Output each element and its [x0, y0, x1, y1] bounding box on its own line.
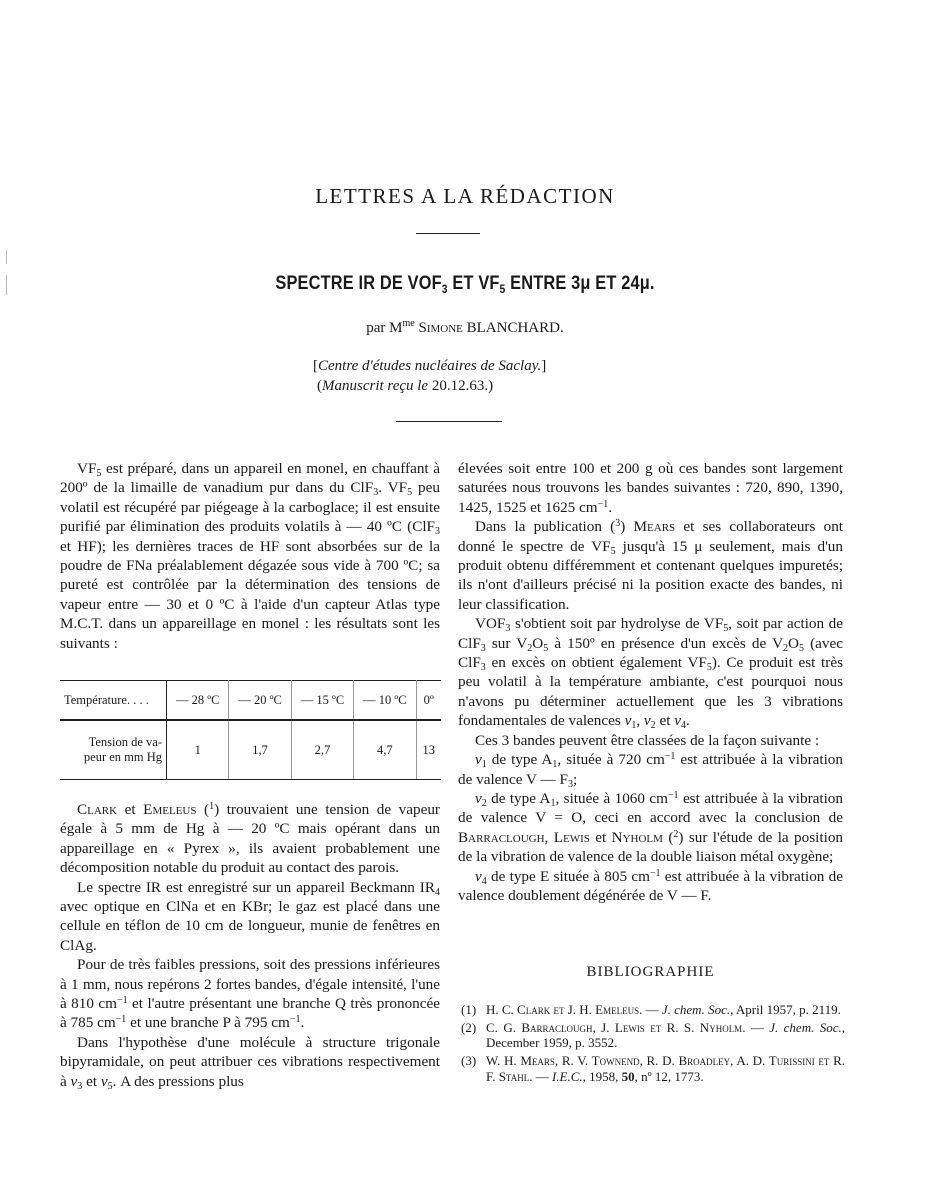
table-cell: 0º: [416, 681, 441, 721]
bibliography-list: [461, 1002, 845, 1087]
header-divider: [396, 421, 502, 422]
left-column-body: [60, 800, 440, 1091]
table-row-label: Température. . . .: [60, 681, 167, 721]
table-cell: — 28 ºC: [167, 681, 229, 721]
paragraph-hypothesis: Dans l'hypothèse d'une molécule à structure trigonale bipyramidale, on peut attribuer ces vibrations respectivement à $\nu_3$ et $\nu_5$. A des pressions plus: [60, 1033, 440, 1092]
table-cell: 1,7: [229, 720, 291, 780]
table-cell: — 15 ºC: [291, 681, 353, 721]
table-row-label: Tension de va- peur en mm Hg: [60, 720, 167, 780]
received-date: (Manuscrit reçu le 20.12.63.): [317, 378, 494, 394]
bibliography-title: BIBLIOGRAPHIE: [586, 964, 715, 980]
scan-margin-mark: [6, 250, 7, 264]
table-cell: 13: [416, 720, 441, 780]
left-column-intro: [60, 459, 440, 653]
affiliation: [Centre d'études nucléaires de Saclay.]: [313, 358, 547, 374]
paragraph-classification: Ces 3 bandes peuvent être classées de la façon suivante :: [475, 731, 820, 749]
title-divider: [416, 233, 480, 234]
article-title: SPECTRE IR DE $VOF_3$ ET $VF_5$ ENTRE 3μ ET 24μ.: [275, 273, 655, 296]
table-cell: 1: [167, 720, 229, 780]
right-column-body: [458, 459, 843, 905]
table-row-temperature: [60, 681, 441, 721]
paragraph-low-pressure: Pour de très faibles pressions, soit des pressions inférieures à 1 mm, nous repérons 2 fortes bandes, d'égale intensité, l'une à 810 $cm^{-1}$ et l'autre présentant une branche Q très prononcée à 785 $cm^{-1}$ et une branche P à 795 $cm^{-1}$.: [60, 956, 440, 1032]
author-line: par $M^{me}$ Simone BLANCHARD.: [366, 318, 564, 336]
table-cell: — 20 ºC: [229, 681, 291, 721]
table-cell: 4,7: [354, 720, 416, 780]
paragraph-ir-spectrum: Le spectre IR est enregistré sur un appareil Beckmann $IR_4$ avec optique en ClNa et en KBr; le gaz est placé dans une cellule en téflon de 10 cm de longueur, munie de fenêtres en ClAg.: [60, 878, 440, 954]
paragraph-nu2: $\nu_2$ de type $A_1$, située à 1060 $cm^{-1}$ est attribuée à la vibration de valence V = O, ceci en accord avec la conclusion de Barraclough, Lewis et Nyholm ($^2$) sur l'étude de la position de la vibration de valence de la double liaison métal oxygène;: [458, 789, 844, 866]
paragraph-clark-emeleus: Clark et Emeleus ($^1$) trouvaient une tension de vapeur égale à 5 mm de Hg à — 20 ºC mais opérant dans un appareillage en « Pyrex », ils avaient probablement une décomposition notable du produit au contact des parois.: [60, 801, 440, 877]
paragraph-preparation: $VF_5$ est préparé, dans un appareil en monel, en chauffant à 200º de la limaille de vanadium pur dans du ClF$_3$. $VF_5$ peu volatil est récupéré par piégeage à la carboglace; il est ensuite purifié par élimination des produits volatils à — 40 ºC (ClF$_3$ et HF); les dernières traces de HF sont absorbées sur de la poudre de FNa préalablement dégazée sous vide à 700 ºC; sa pureté est contrôlée par la détermination des tensions de vapeur entre — 30 et 0 ºC à l'aide d'un capteur Atlas type M.C.T. dans un appareillage en monel : les résultats sont les suivants :: [60, 460, 440, 652]
scan-margin-mark: [6, 275, 7, 295]
vapour-pressure-table: [60, 680, 441, 780]
paragraph-nu1: $\nu_1$ de type $A_1$, située à 720 $cm^{-1}$ est attribuée à la vibration de valence V — $F_3$;: [458, 751, 843, 790]
paragraph-vof3: $VOF_3$ s'obtient soit par hydrolyse de $VF_5$, soit par action de ClF$_3$ sur $V_2O_5$ à 150º en présence d'un excès de $V_2O_5$ (avec ClF$_3$ en excès on obtient également $VF_5$). Ce produit est très peu volatil à la température ambiante, c'est pourquoi nous n'avons pu déterminer actuellement que les 3 vibrations fondamentales de valences $\nu_1$, $\nu_2$ et $\nu_4$.: [458, 615, 843, 732]
table-row-pressure: [60, 720, 441, 780]
list-item: (3) W. H. Mears, R. V. Townend, R. D. Broadley, A. D. Turissini et R. F. Stahl. — I.E.C., 1958, 50, nº 12, 1773.: [461, 1053, 845, 1084]
section-title: LETTRES A LA RÉDACTION: [315, 184, 615, 208]
list-item: (1) H. C. Clark et J. H. Emeleus. — J. chem. Soc., April 1957, p. 2119.: [461, 1002, 841, 1017]
list-item: (2) C. G. Barraclough, J. Lewis et R. S. Nyholm. — J. chem. Soc., December 1959, p. 3552.: [461, 1019, 846, 1051]
table-cell: 2,7: [291, 720, 353, 780]
paragraph-high-pressure: élevées soit entre 100 et 200 g où ces bandes sont largement saturées nous trouvons les bandes suivantes : 720, 890, 1390, 1425, 1525 et 1625 $cm^{-1}$.: [458, 460, 843, 516]
paragraph-mears: Dans la publication ($^3$) Mears et ses collaborateurs ont donné le spectre de $VF_5$ jusqu'à 15 μ seulement, mais d'un produit obtenu différemment et contenant quelques impuretés; ils n'ont d'ailleurs précisé ni la position exacte des bandes, ni leur classification.: [458, 518, 844, 613]
table-cell: — 10 ºC: [354, 681, 416, 721]
paragraph-nu4: $\nu_4$ de type E située à 805 $cm^{-1}$ est attribuée à la vibration de valence doublement dégénérée de V — F.: [458, 867, 843, 904]
